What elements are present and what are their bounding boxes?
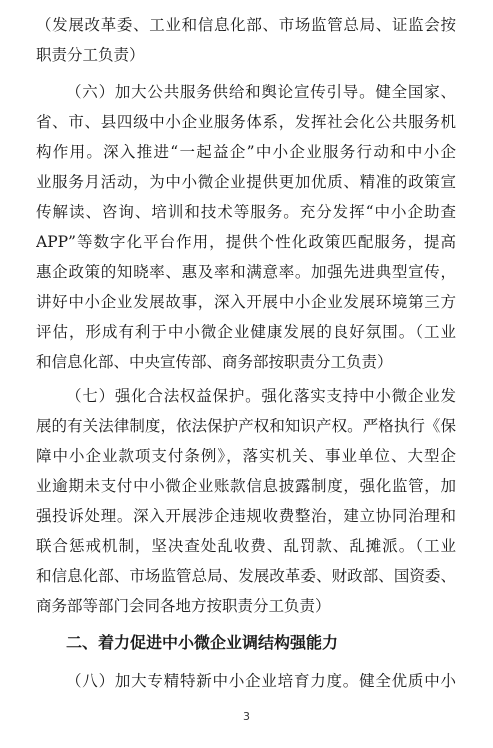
text-line-17: 强投诉处理。深入开展涉企违规收费整治，建立协同治理和: [36, 507, 456, 525]
text-line-5: 构作用。深入推进“一起益企”中小企业服务行动和中小企: [36, 143, 456, 161]
text-line-7: 传解读、咨询、培训和技术等服务。充分发挥“中小企助查: [36, 203, 456, 221]
text-line-13: （七）强化合法权益保护。强化落实支持中小微企业发: [66, 387, 456, 405]
text-line-6: 业服务月活动，为中小微企业提供更加优质、精准的政策宣: [36, 173, 456, 191]
text-line-8: APP”等数字化平台作用，提供个性化政策匹配服务，提高: [36, 233, 456, 251]
text-line-10: 讲好中小企业发展故事，深入开展中小企业发展环境第三方: [36, 293, 456, 311]
page-number: 3: [243, 710, 250, 723]
text-line-15: 障中小企业款项支付条例》，落实机关、事业单位、大型企: [36, 447, 456, 465]
text-line-4: 省、市、县四级中小企业服务体系，发挥社会化公共服务机: [36, 113, 456, 131]
text-line-2: 职责分工负责）: [36, 46, 145, 64]
text-line-11: 评估，形成有利于中小微企业健康发展的良好氛围。（工业: [36, 323, 456, 341]
section-heading: 二、着力促进中小微企业调结构强能力: [66, 633, 339, 652]
text-line-19: 和信息化部、市场监管总局、发展改革委、财政部、国资委、: [36, 567, 456, 585]
document-page: [36, 10, 456, 740]
text-line-18: 联合惩戒机制，坚决查处乱收费、乱罚款、乱摊派。（工业: [36, 537, 456, 555]
text-line-3: （六）加大公共服务供给和舆论宣传引导。健全国家、: [66, 83, 456, 101]
text-line-12: 和信息化部、中央宣传部、商务部按职责分工负责）: [36, 353, 393, 371]
text-line-20: 商务部等部门会同各地方按职责分工负责）: [36, 597, 331, 615]
text-line-16: 业逾期未支付中小微企业账款信息披露制度，强化监管，加: [36, 477, 456, 495]
text-line-22: （八）加大专精特新中小企业培育力度。健全优质中小: [66, 672, 456, 690]
text-line-1: （发展改革委、工业和信息化部、市场监管总局、证监会按: [36, 16, 456, 34]
text-line-14: 展的有关法律制度，依法保护产权和知识产权。严格执行《保: [36, 417, 456, 435]
text-line-9: 惠企政策的知晓率、惠及率和满意率。加强先进典型宣传，: [36, 263, 456, 281]
